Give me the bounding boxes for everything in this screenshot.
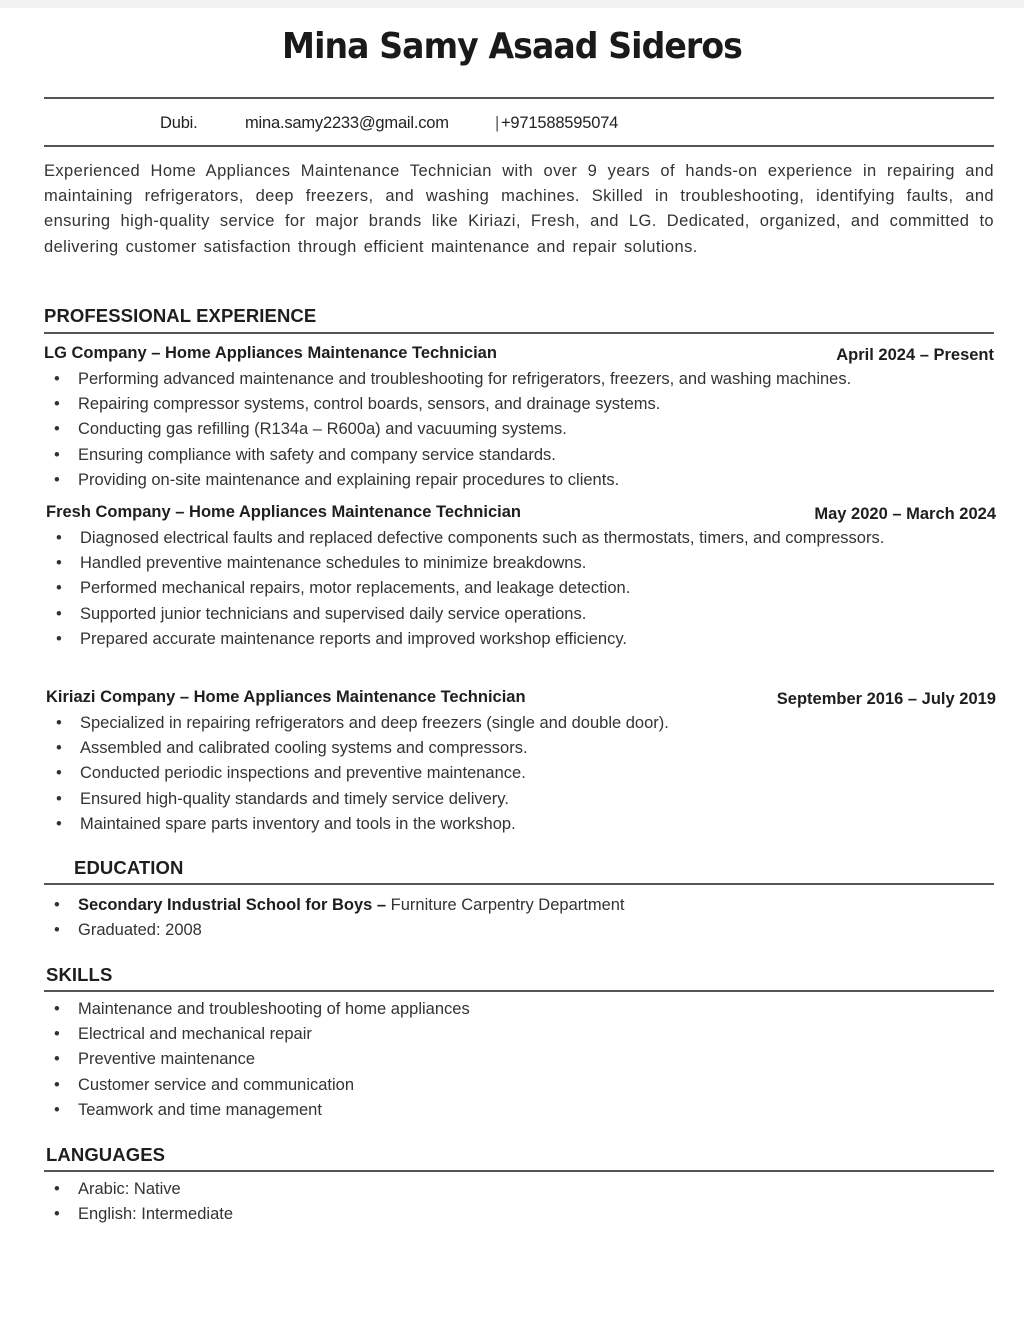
job-heading-kiriazi <box>46 688 996 707</box>
list-item: • Ensuring compliance with safety and company service standards. <box>44 443 1024 468</box>
experience-rule <box>44 332 994 334</box>
top-band <box>0 0 1024 8</box>
list-item: • Teamwork and time management <box>44 1098 994 1123</box>
section-title-education: EDUCATION <box>74 857 184 878</box>
languages-list <box>44 1177 994 1227</box>
section-title-skills: SKILLS <box>46 964 113 985</box>
job-heading-fresh <box>46 503 996 522</box>
job-title: Fresh Company – Home Appliances Maintenance Technician <box>46 503 521 521</box>
contact-location: Dubi. <box>160 114 198 132</box>
contact-email[interactable]: mina.samy2233@gmail.com <box>245 114 449 132</box>
list-item: • Conducting gas refilling (R134a – R600a) and vacuuming systems. <box>44 417 1024 442</box>
list-item: • Conducted periodic inspections and preventive maintenance. <box>46 761 996 786</box>
job-bullets-fresh <box>46 526 926 652</box>
list-item: • Preventive maintenance <box>44 1047 994 1072</box>
list-item: • Providing on-site maintenance and explaining repair procedures to clients. <box>44 468 1024 493</box>
candidate-name: Mina Samy Asaad Sideros <box>282 26 742 67</box>
list-item <box>44 893 994 918</box>
skills-list <box>44 997 994 1123</box>
school-name: Secondary Industrial School for Boys – <box>78 896 387 914</box>
list-item: • Prepared accurate maintenance reports and improved workshop efficiency. <box>46 627 926 652</box>
list-item: • Assembled and calibrated cooling systems and compressors. <box>46 736 996 761</box>
job-title: LG Company – Home Appliances Maintenance Technician <box>44 344 497 362</box>
list-item: • Performed mechanical repairs, motor replacements, and leakage detection. <box>46 576 926 601</box>
list-item: • English: Intermediate <box>44 1202 994 1227</box>
school-department: Furniture Carpentry Department <box>386 896 625 914</box>
job-bullets-kiriazi <box>46 711 996 837</box>
job-title: Kiriazi Company – Home Appliances Maintenance Technician <box>46 688 526 706</box>
job-dates: April 2024 – Present <box>836 346 994 364</box>
languages-rule <box>44 1170 994 1172</box>
section-title-languages: LANGUAGES <box>46 1144 166 1165</box>
job-bullets-lg <box>44 367 1024 493</box>
list-item: • Specialized in repairing refrigerators and deep freezers (single and double door). <box>46 711 996 736</box>
list-item: • Repairing compressor systems, control boards, sensors, and drainage systems. <box>44 392 1024 417</box>
professional-summary: Experienced Home Appliances Maintenance Technician with over 9 years of hands-on experience in repairing and maintaining refrigerators, deep freezers, and washing machines. Skilled in troubleshooting, identifying faults, and ensuring high-quality service for major brands like Kiriazi, Fresh, and LG. Dedicated, organized, and committed to delivering customer satisfaction through efficient maintenance and repair solutions. <box>44 162 994 256</box>
contact-phone[interactable]: +971588595074 <box>501 114 619 132</box>
list-item: • Ensured high-quality standards and timely service delivery. <box>46 787 996 812</box>
contact-separator: | <box>495 114 500 132</box>
job-heading-lg <box>44 344 994 363</box>
list-item: • Electrical and mechanical repair <box>44 1022 994 1047</box>
list-item: • Arabic: Native <box>44 1177 994 1202</box>
skills-rule <box>44 990 994 992</box>
header-rule-top <box>44 97 994 99</box>
list-item: • Maintained spare parts inventory and tools in the workshop. <box>46 812 996 837</box>
list-item: • Maintenance and troubleshooting of home appliances <box>44 997 994 1022</box>
job-dates: September 2016 – July 2019 <box>776 690 996 708</box>
list-item: • Graduated: 2008 <box>44 918 994 943</box>
list-item: • Customer service and communication <box>44 1073 994 1098</box>
list-item: • Handled preventive maintenance schedules to minimize breakdowns. <box>46 551 926 576</box>
list-item: • Diagnosed electrical faults and replaced defective components such as thermostats, timers, and compressors. <box>46 526 926 551</box>
header-rule-bottom <box>44 145 994 147</box>
list-item: • Supported junior technicians and supervised daily service operations. <box>46 602 926 627</box>
section-title-experience: PROFESSIONAL EXPERIENCE <box>44 305 317 326</box>
education-rule <box>44 883 994 885</box>
list-item: • Performing advanced maintenance and troubleshooting for refrigerators, freezers, and washing machines. <box>44 367 1024 392</box>
education-list <box>44 893 994 943</box>
job-dates: May 2020 – March 2024 <box>814 505 996 523</box>
